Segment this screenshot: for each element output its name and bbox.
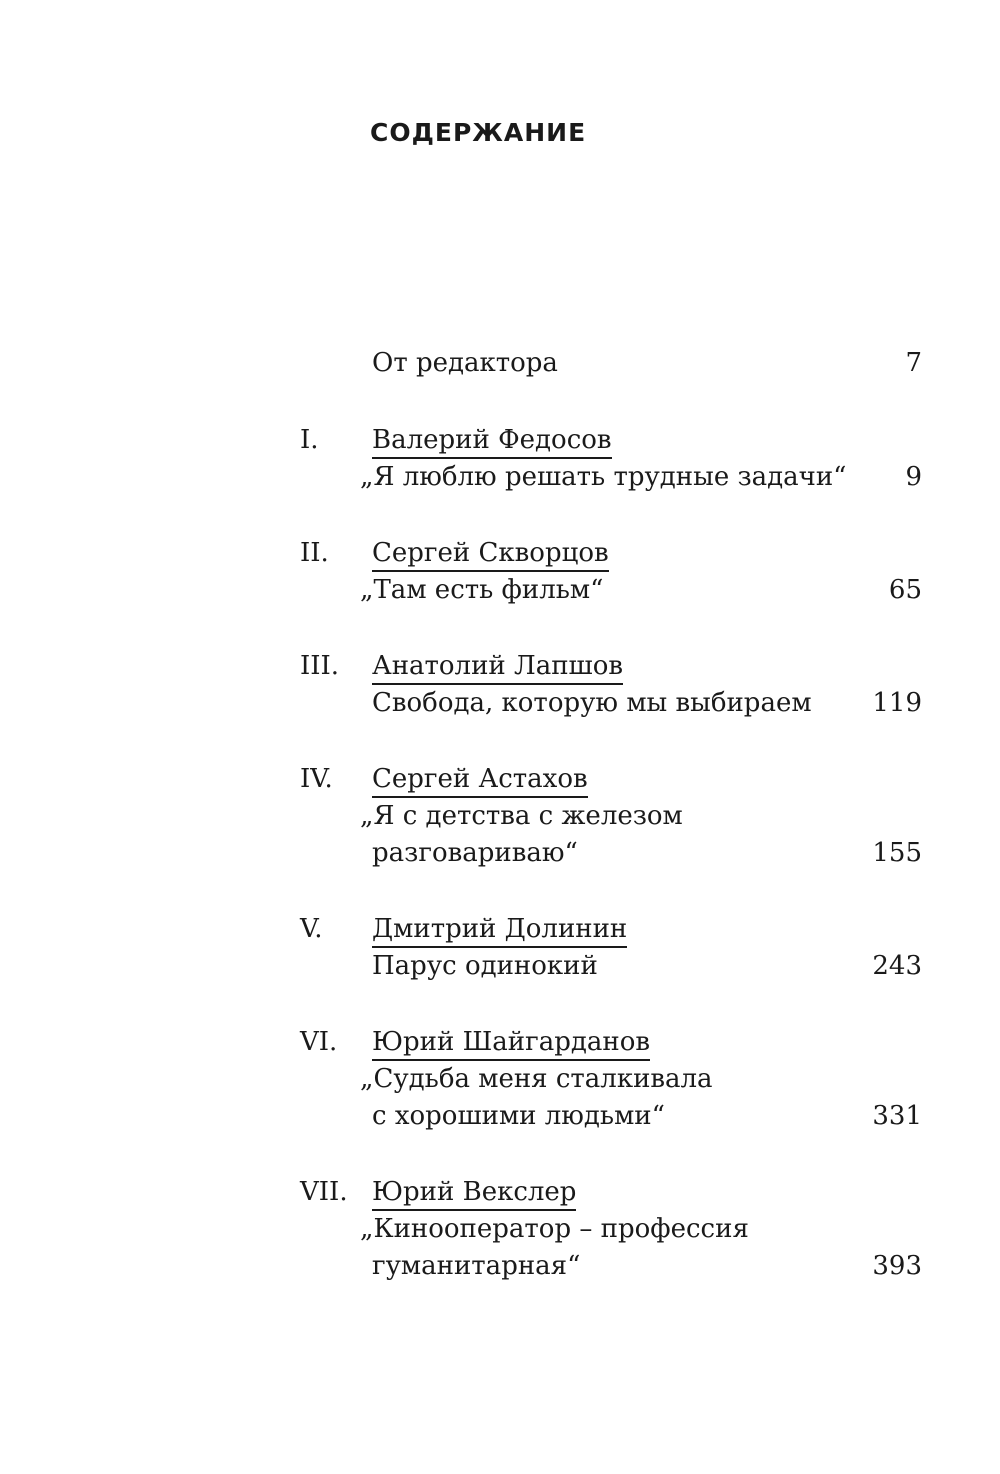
chapter-numeral: I.: [300, 425, 319, 455]
chapter-author: Сергей Астахов: [372, 764, 588, 798]
chapter-page-number: 9: [905, 462, 922, 492]
chapter-numeral: VI.: [300, 1027, 338, 1057]
chapter-title-line: „Я с детства с железом: [360, 801, 683, 831]
preface-page-number: 7: [905, 348, 922, 378]
chapter-author: Валерий Федосов: [372, 425, 612, 459]
chapter-title-line: с хорошими людьми“: [372, 1101, 665, 1131]
chapter-page-number: 119: [872, 688, 922, 718]
preface-title: От редактора: [372, 348, 558, 378]
chapter-numeral: III.: [300, 651, 340, 681]
chapter-page-number: 393: [872, 1251, 922, 1281]
chapter-title-line: „Кинооператор – профессия: [360, 1214, 749, 1244]
chapter-author: Анатолий Лапшов: [372, 651, 623, 685]
chapter-title-line: „Там есть фильм“: [360, 575, 604, 605]
chapter-numeral: VII.: [300, 1177, 348, 1207]
chapter-numeral: II.: [300, 538, 329, 568]
chapter-title-line: Парус одинокий: [372, 951, 598, 981]
chapter-numeral: IV.: [300, 764, 333, 794]
chapter-title-line: Свобода, которую мы выбираем: [372, 688, 812, 718]
chapter-title-line: разговариваю“: [372, 838, 578, 868]
chapter-page-number: 65: [888, 575, 922, 605]
chapter-author: Сергей Скворцов: [372, 538, 609, 572]
chapter-page-number: 243: [872, 951, 922, 981]
chapter-author: Юрий Векслер: [372, 1177, 576, 1211]
chapter-page-number: 331: [872, 1101, 922, 1131]
chapter-numeral: V.: [300, 914, 323, 944]
page-title: СОДЕРЖАНИЕ: [370, 118, 587, 147]
chapter-page-number: 155: [872, 838, 922, 868]
chapter-author: Дмитрий Долинин: [372, 914, 627, 948]
chapter-author: Юрий Шайгарданов: [372, 1027, 650, 1061]
chapter-title-line: „Я люблю решать трудные задачи“: [360, 462, 847, 492]
chapter-title-line: гуманитарная“: [372, 1251, 581, 1281]
chapter-title-line: „Судьба меня сталкивала: [360, 1064, 713, 1094]
